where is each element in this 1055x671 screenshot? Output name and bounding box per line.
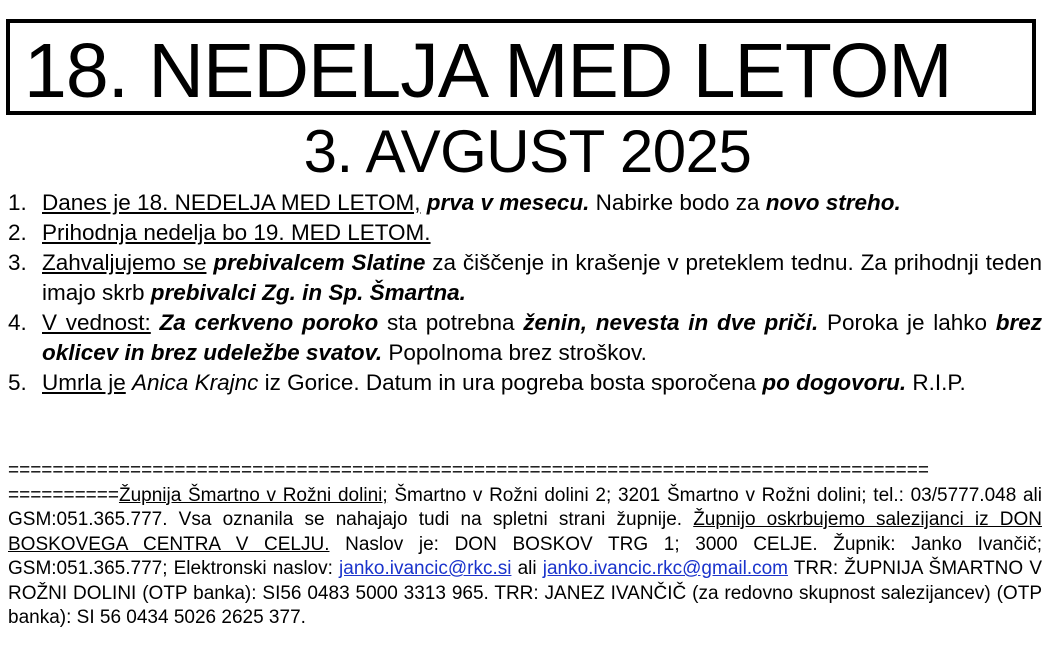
item-number: 4. <box>8 310 27 335</box>
parish-contact: Šmartno v Rožni dolini 2; 3201 Šmartno v Rožni dolini; tel.: 03/5777.048 ali GSM:051.365.777. Vsa oznanila se nahajajo tudi na spletni strani župnije. <box>8 484 1042 530</box>
email-link-gmail[interactable]: janko.ivancic.rkc@gmail.com <box>542 558 788 579</box>
item-number: 1. <box>8 190 27 215</box>
or-text: ali <box>511 558 543 579</box>
item-emphasis: prebivalcem Slatine <box>213 250 426 275</box>
item-emphasis: novo streho. <box>765 190 901 215</box>
announcement-list <box>8 188 1042 398</box>
item-text: Poroka je lahko <box>818 310 996 335</box>
item-text: iz Gorice. Datum in ura pogreba bosta sporočena <box>258 370 763 395</box>
item-heading: V vednost: <box>42 310 151 335</box>
announcement-item-2 <box>8 218 1042 248</box>
item-emphasis: po dogovoru. <box>762 370 907 395</box>
item-emphasis: brez oklicev in brez udeležbe svatov. <box>42 310 1042 365</box>
separator-line: =================================================================================== <box>8 460 929 481</box>
parish-footer <box>8 459 1042 631</box>
title-box <box>6 19 1036 115</box>
announcement-item-5 <box>8 368 1042 398</box>
item-text: R.I.P. <box>906 370 966 395</box>
salesians-note: Župnijo oskrbujemo salezijanci iz DON BOSKOVEGA CENTRA V CELJU. <box>8 509 1042 555</box>
announcement-item-4 <box>8 308 1042 368</box>
announcement-item-1 <box>8 188 1042 218</box>
item-text: sta potrebna <box>378 310 524 335</box>
item-text: Nabirke bodo za <box>589 190 766 215</box>
item-heading: Prihodnja nedelja bo 19. MED LETOM. <box>42 220 431 245</box>
item-name: Anica Krajnc <box>132 370 259 395</box>
item-number: 3. <box>8 250 27 275</box>
parish-address: Naslov je: DON BOSKOV TRG 1; 3000 CELJE. Župnik: Janko Ivančič; GSM:051.365.777; Elektronski naslov: <box>8 533 1042 579</box>
item-emphasis: prebivalci Zg. in Sp. Šmartna. <box>150 280 466 305</box>
email-link-rkc[interactable]: janko.ivancic@rkc.si <box>339 558 512 579</box>
parish-name: Župnija Šmartno v Rožni dolini; <box>118 484 388 506</box>
item-number: 2. <box>8 220 27 245</box>
item-text: za čiščenje in krašenje v preteklem tednu. Za prihodnji teden imajo skrb <box>42 250 1042 305</box>
item-heading: Zahvaljujemo se <box>42 250 207 275</box>
footer-paragraph <box>8 484 1042 631</box>
bank-accounts: TRR: ŽUPNIJA ŠMARTNO V ROŽNI DOLINI (OTP banka): SI56 0483 5000 3313 965. TRR: JANEZ IVANČIČ (za redovno skupnost salezijancev) (OTP banka): SI 56 0434 5026 2625 377. <box>8 558 1042 628</box>
item-emphasis: ženin, nevesta in dve priči. <box>523 310 819 335</box>
item-heading: Umrla je <box>42 370 126 395</box>
date-heading: 3. AVGUST 2025 <box>303 118 752 185</box>
item-emphasis: Za cerkveno poroko <box>159 310 379 335</box>
item-number: 5. <box>8 370 27 395</box>
item-heading: Danes je 18. NEDELJA MED LETOM, <box>42 190 421 215</box>
item-text: Popolnoma brez stroškov. <box>382 340 647 365</box>
page-title: 18. NEDELJA MED LETOM <box>24 28 952 114</box>
announcement-item-3 <box>8 248 1042 308</box>
item-emphasis: prva v mesecu. <box>426 190 590 215</box>
separator-tail: ========== <box>8 484 119 506</box>
